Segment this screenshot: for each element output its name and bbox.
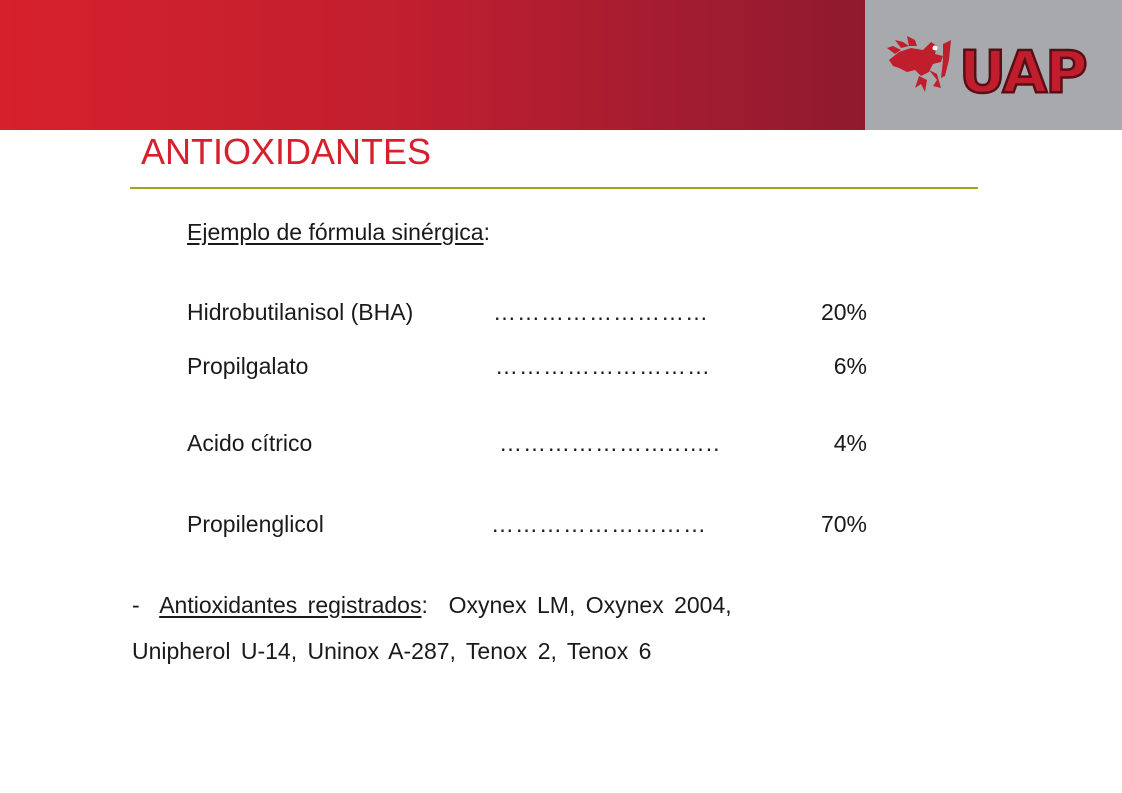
formula-row [187,427,887,459]
registered-line-1 [132,582,892,628]
formula-heading-colon: : [483,219,490,245]
title-divider [130,187,978,189]
ingredient-percent: 6% [833,353,867,379]
bird-emblem-icon [887,36,951,92]
leader-dots: ……………………… [491,511,707,537]
ingredient-name: Acido cítrico [187,430,313,456]
header-band [0,0,865,130]
list-dash: - [132,592,140,618]
formula-heading-label: Ejemplo de fórmula sinérgica [187,219,484,245]
formula-row [187,508,887,540]
leader-dots: ……………………… [493,299,709,325]
formula-row [187,350,887,382]
registered-line-2: Unipherol U-14, Uninox A-287, Tenox 2, Tenox 6 [132,638,652,664]
page-title: ANTIOXIDANTES [141,131,432,172]
leader-dots: …………………..….. [499,430,721,456]
registered-colon: : [421,592,428,618]
logo-panel [865,0,1122,130]
logo-text: UAP [959,38,1086,105]
leader-dots: ……………………… [495,353,711,379]
ingredient-percent: 4% [833,430,867,456]
uap-logo [885,30,1105,105]
ingredient-percent: 20% [820,299,867,325]
ingredient-name: Propilenglicol [187,511,324,537]
registered-products-line1: Oxynex LM, Oxynex 2004, [448,592,732,618]
registered-antioxidants [132,582,892,674]
formula-heading [187,217,490,247]
registered-label: Antioxidantes registrados [159,592,422,618]
uap-letters [959,38,1086,105]
formula-row [187,296,887,328]
ingredient-name: Hidrobutilanisol (BHA) [187,299,414,325]
ingredient-name: Propilgalato [187,353,309,379]
ingredient-percent: 70% [820,511,867,537]
